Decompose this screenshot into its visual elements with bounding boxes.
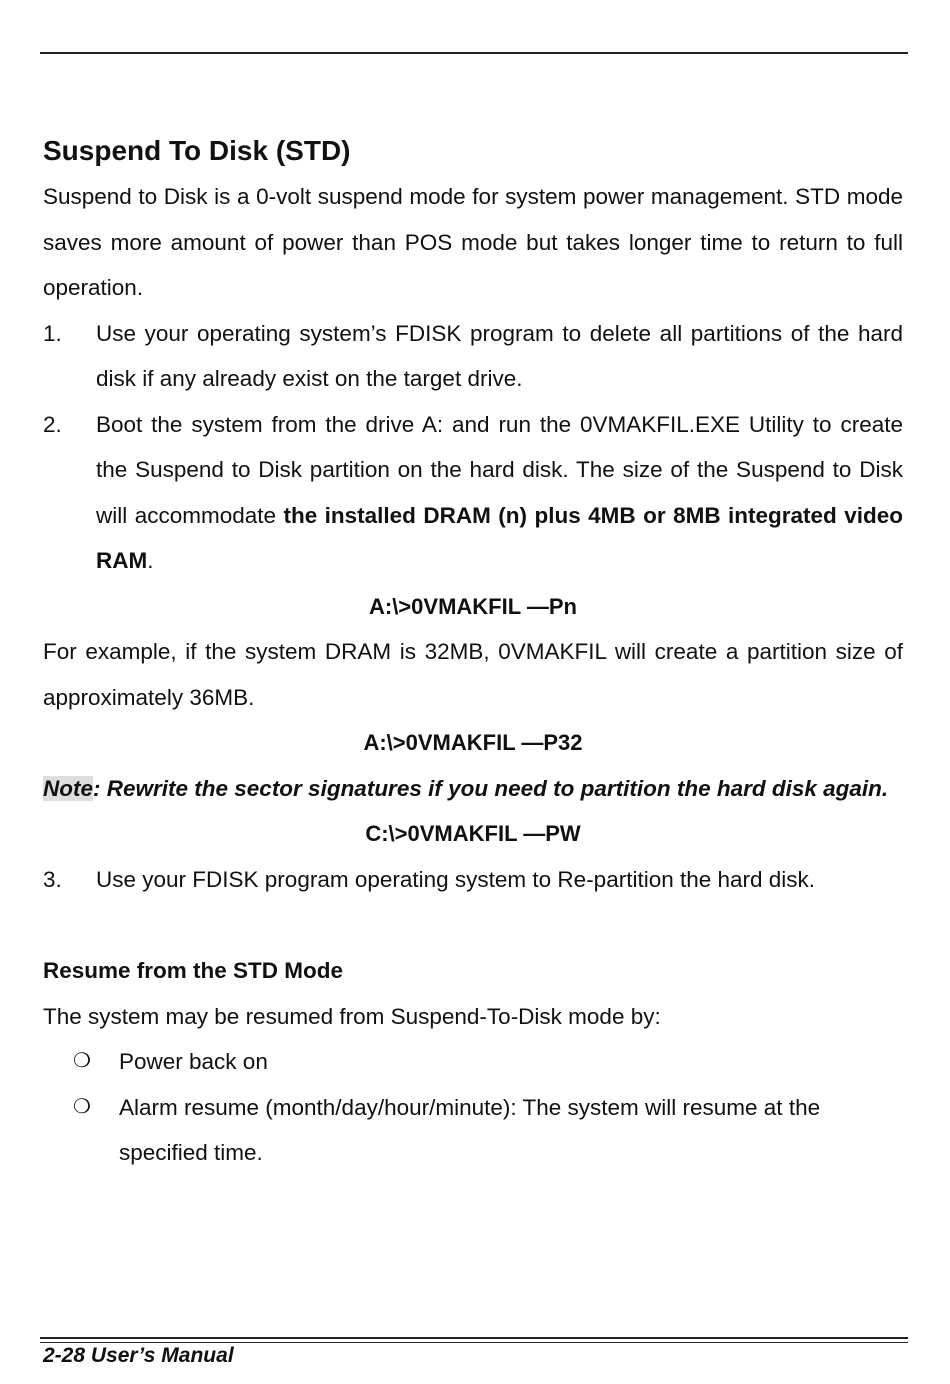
command-line-2: A:\>0VMAKFIL —P32 (363, 730, 583, 755)
footer-rule (40, 1337, 908, 1339)
list-number: 1. (43, 320, 62, 346)
list-number: 2. (43, 411, 62, 437)
list-text: Boot the system from the drive A: and run the 0VMAKFIL.EXE Utility to create the Suspend to Disk partition on the hard disk. The size of the Suspend to Disk will accommodate (96, 411, 903, 528)
bullet-text: Alarm resume (month/day/hour/minute): The system will resume at the specified time. (119, 1094, 821, 1165)
list-item-2 (43, 402, 903, 584)
resume-intro: The system may be resumed from Suspend-To-Disk mode by: (43, 1003, 661, 1029)
list-text-container (96, 402, 903, 584)
list-number: 3. (43, 866, 62, 892)
note-text: : Rewrite the sector signatures if you need to partition the hard disk again. (93, 775, 889, 801)
circle-bullet-icon: ❍ (73, 1095, 91, 1118)
spacer (43, 902, 903, 948)
footer-rule-thin (40, 1342, 908, 1343)
list-text-end: . (147, 548, 154, 573)
command-line-3: C:\>0VMAKFIL —PW (365, 821, 581, 846)
bullet-text: Power back on (119, 1049, 268, 1074)
list-text: Use your operating system’s FDISK program to delete all partitions of the hard disk if any already exist on the target drive. (96, 320, 903, 391)
page-content (43, 128, 903, 1176)
circle-bullet-icon: ❍ (73, 1050, 91, 1072)
page-footer: 2-28 User’s Manual (43, 1344, 234, 1367)
example-paragraph: For example, if the system DRAM is 32MB, 0VMAKFIL will create a partition size of approximately 36MB. (43, 639, 903, 710)
note-label: Note (43, 775, 93, 801)
list-item-1 (43, 311, 903, 402)
bullet-item-2 (43, 1085, 903, 1176)
header-rule (40, 52, 908, 54)
list-text-bold: the installed DRAM (n) plus 4MB or 8MB integrated video RAM (96, 502, 903, 573)
intro-paragraph: Suspend to Disk is a 0-volt suspend mode for system power management. STD mode saves more amount of power than POS mode but takes longer time to return to full operation. (43, 184, 903, 300)
section-title: Suspend To Disk (STD) (43, 135, 351, 166)
command-line-1: A:\>0VMAKFIL —Pn (368, 593, 577, 619)
subsection-title: Resume from the STD Mode (43, 957, 344, 983)
list-item-3 (43, 857, 903, 903)
bullet-item-1 (43, 1039, 903, 1085)
note-paragraph (43, 766, 903, 812)
list-text: Use your FDISK program operating system to Re-partition the hard disk. (96, 866, 816, 892)
